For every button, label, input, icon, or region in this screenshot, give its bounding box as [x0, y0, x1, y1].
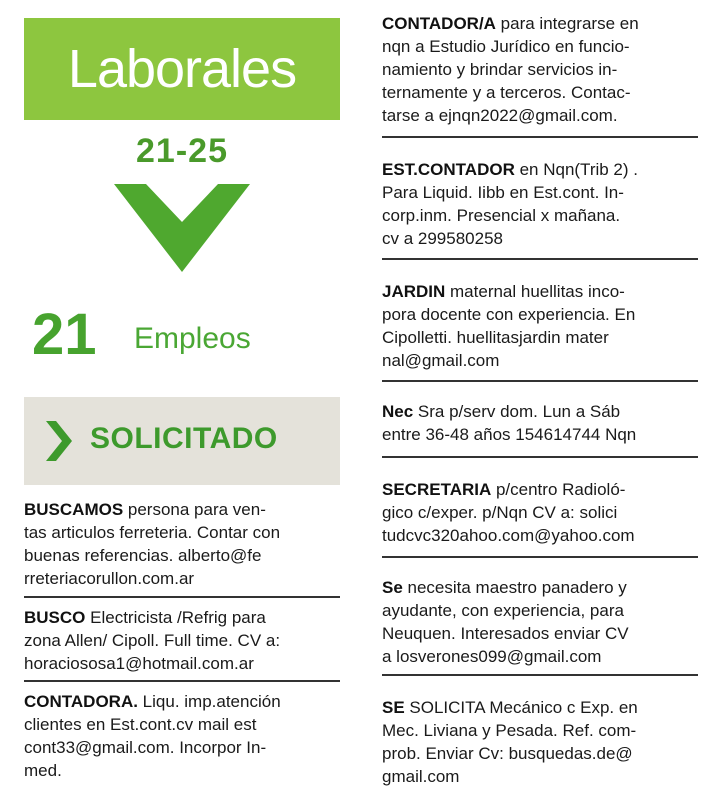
ad-text: necesita maestro panadero y: [402, 578, 627, 597]
ad-text: corp.inm. Presencial x mañana.: [382, 206, 621, 225]
ad-text: SOLICITA Mecánico c Exp. en: [404, 698, 638, 717]
ad-text: zona Allen/ Cipoll. Full time. CV a:: [24, 631, 281, 650]
ad-text: p/centro Radioló-: [491, 480, 626, 499]
ad-text: prob. Enviar Cv: busquedas.de@: [382, 744, 633, 763]
chevron-down-icon: [114, 184, 250, 272]
ad-text: para integrarse en: [495, 14, 639, 33]
ad-keyword: BUSCO: [24, 608, 86, 627]
listing-count-label: Empleos: [134, 322, 251, 355]
ad-text: horaciososa1@hotmail.com.ar: [24, 654, 254, 673]
ad-text: tarse a ejnqn2022@gmail.com.: [382, 106, 618, 125]
ad-text: persona para ven-: [123, 500, 266, 519]
ad-keyword: EST.CONTADOR: [382, 160, 515, 179]
classified-ad: [24, 606, 340, 675]
ad-text: Para Liquid. Iibb en Est.cont. In-: [382, 183, 624, 202]
classified-ad: [382, 280, 698, 372]
divider: [24, 596, 340, 598]
classified-ad: [382, 478, 698, 547]
ad-text: cv a 299580258: [382, 229, 503, 248]
ad-keyword: CONTADORA.: [24, 692, 138, 711]
ad-text: Cipolletti. huellitasjardin mater: [382, 328, 609, 347]
divider: [382, 456, 698, 458]
ad-text: tudcvc320ahoo.com@yahoo.com: [382, 526, 635, 545]
ad-text: ayudante, con experiencia, para: [382, 601, 624, 620]
ad-text: ternamente y a terceros. Contac-: [382, 83, 631, 102]
ad-text: clientes en Est.cont.cv mail est: [24, 715, 257, 734]
ad-text: Sra p/serv dom. Lun a Sáb: [413, 402, 621, 421]
ad-text: Neuquen. Interesados enviar CV: [382, 624, 629, 643]
ad-text: maternal huellitas inco-: [445, 282, 625, 301]
ad-text: rreteriacorullon.com.ar: [24, 569, 195, 588]
divider: [382, 380, 698, 382]
classified-ad: [382, 12, 698, 127]
divider: [382, 136, 698, 138]
ad-keyword: JARDIN: [382, 282, 446, 301]
ad-keyword: Se: [382, 578, 403, 597]
ad-text: gico c/exper. p/Nqn CV a: solici: [382, 503, 618, 522]
ad-keyword: SECRETARIA: [382, 480, 492, 499]
classified-ad: [382, 400, 698, 446]
ad-keyword: BUSCAMOS: [24, 500, 124, 519]
range-label: 21-25: [136, 132, 228, 170]
classified-ad: [24, 498, 340, 590]
ad-text: med.: [24, 761, 62, 780]
section-banner: [24, 18, 340, 120]
listing-count: 21: [32, 302, 97, 367]
classified-ad: [382, 158, 698, 250]
ad-text: namiento y brindar servicios in-: [382, 60, 618, 79]
chevron-right-icon: [46, 421, 72, 461]
ad-text: nqn a Estudio Jurídico en funcio-: [382, 37, 630, 56]
ad-text: tas articulos ferreteria. Contar con: [24, 523, 281, 542]
divider: [24, 680, 340, 682]
ad-text: Liqu. imp.atención: [137, 692, 281, 711]
ad-text: a losverones099@gmail.com: [382, 647, 602, 666]
ad-text: Mec. Liviana y Pesada. Ref. com-: [382, 721, 637, 740]
ad-keyword: Nec: [382, 402, 414, 421]
ad-text: entre 36-48 años 154614744 Nqn: [382, 425, 637, 444]
ad-text: cont33@gmail.com. Incorpor In-: [24, 738, 267, 757]
ad-text: gmail.com: [382, 767, 460, 786]
section-header: [24, 397, 340, 485]
ad-text: buenas referencias. alberto@fe: [24, 546, 262, 565]
section-title: SOLICITADO: [90, 422, 278, 455]
ad-text: pora docente con experiencia. En: [382, 305, 636, 324]
ad-text: Electricista /Refrig para: [85, 608, 266, 627]
ad-keyword: SE: [382, 698, 405, 717]
divider: [382, 556, 698, 558]
divider: [382, 258, 698, 260]
divider: [382, 674, 698, 676]
classified-ad: [24, 690, 340, 782]
ad-text: nal@gmail.com: [382, 351, 500, 370]
ad-keyword: CONTADOR/A: [382, 14, 496, 33]
classified-ad: [382, 696, 698, 788]
ad-text: en Nqn(Trib 2) .: [514, 160, 638, 179]
classified-ad: [382, 576, 698, 668]
banner-title: Laborales: [67, 39, 297, 99]
